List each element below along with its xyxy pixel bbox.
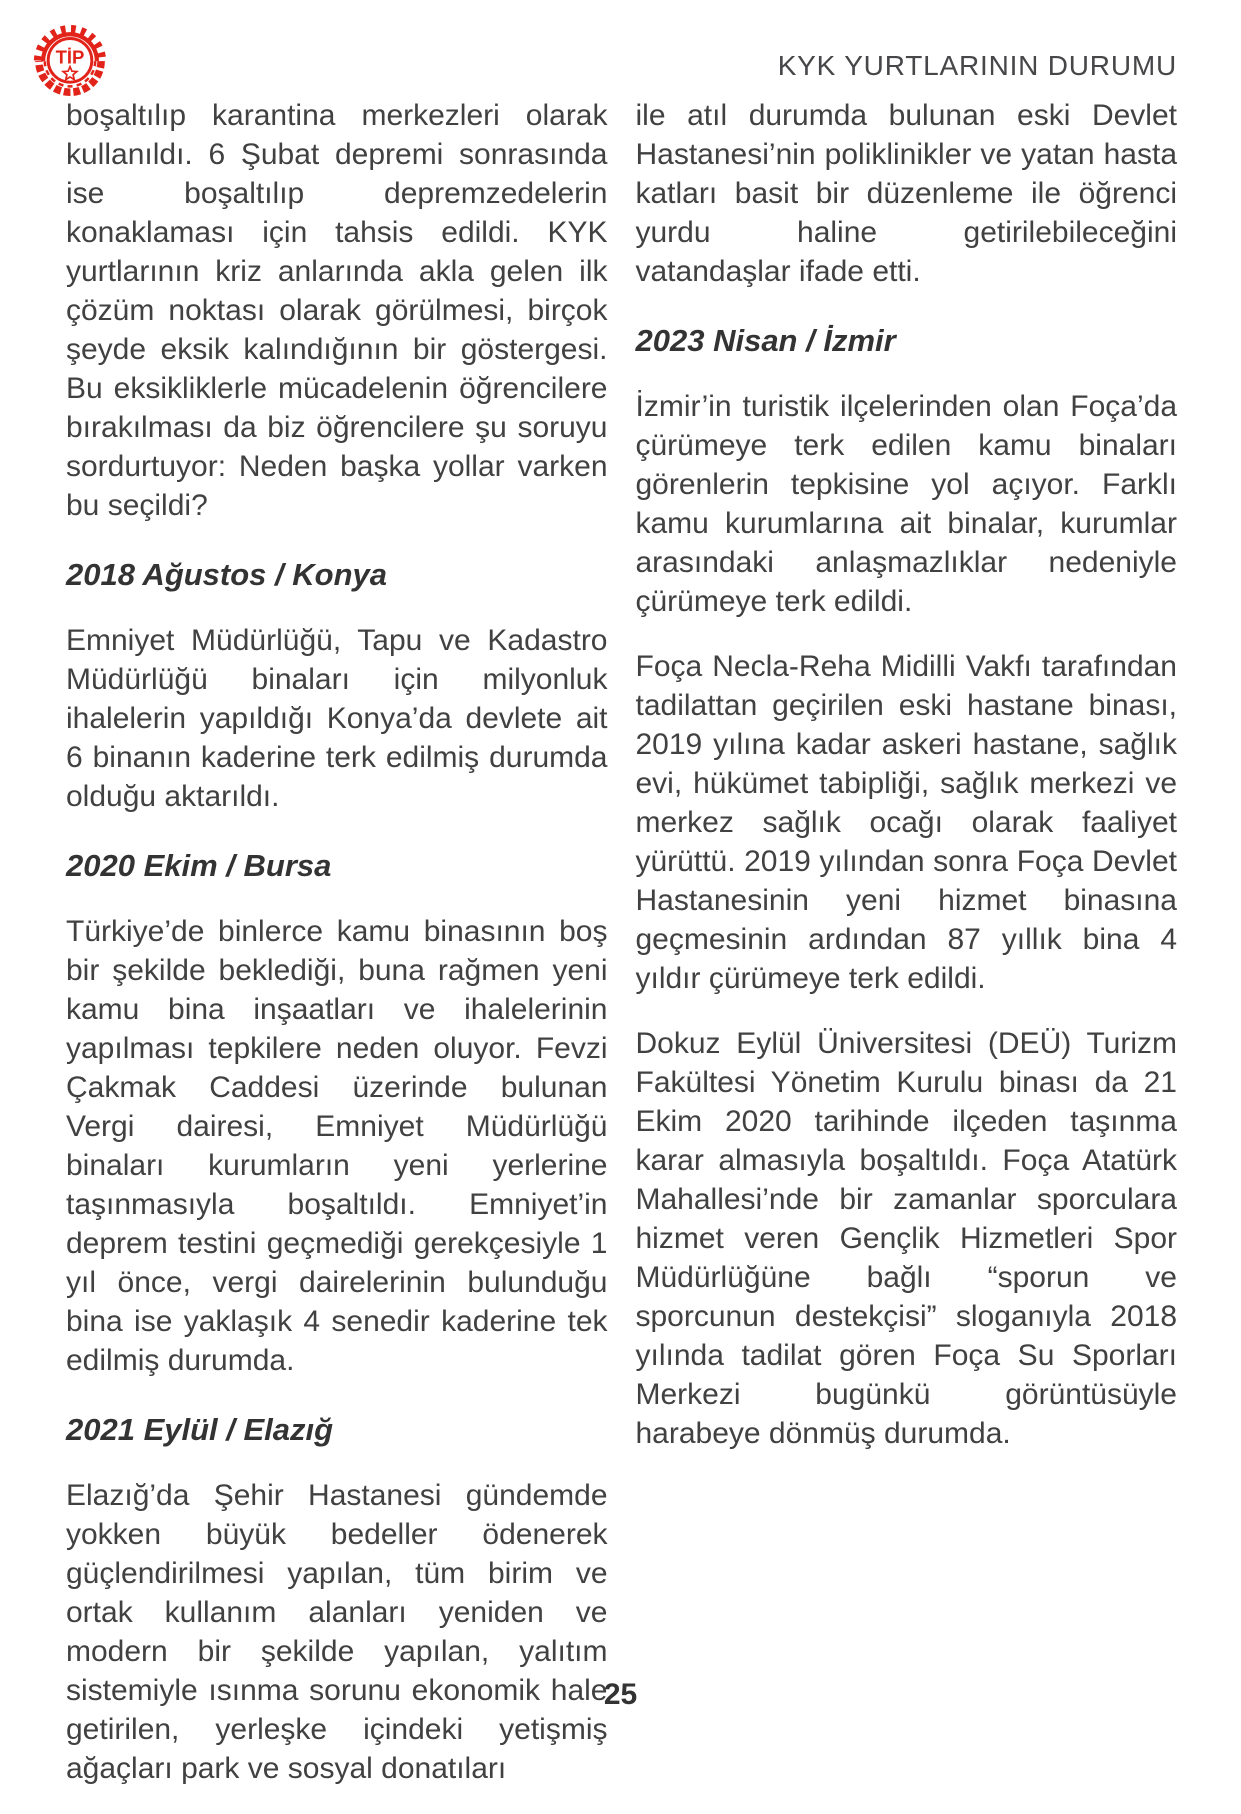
section-heading-konya: 2018 Ağustos / Konya xyxy=(66,557,388,592)
logo-text: TİP xyxy=(55,46,85,68)
paragraph: boşaltılıp karantina merkezleri olarak kullanıldı. 6 Şubat depremi sonrasında ise boşaltılıp depremzedelerin konaklaması için tahsis edildi. KYK yurtlarının kriz anlarında akla gelen ilk çözüm noktası olarak görülmesi, birçok şeyde eksik kalındığının bir göstergesi. Bu eksikliklerle mücadelenin öğrencilere bırakılması da biz öğrencilere şu soruyu sordurtuyor: Neden başka yollar varken bu seçildi? xyxy=(66,99,608,522)
paragraph: Foça Necla-Reha Midilli Vakfı tarafından tadilattan geçirilen eski hastane binası, 2019 yılına kadar askeri hastane, sağlık evi, hükümet tabipliği, sağlık merkezi ve merkez sağlık ocağı olarak faaliyet yürüttü. 2019 yılından sonra Foça Devlet Hastanesinin yeni hizmet binasına geçmesinin ardından 87 yıllık bina 4 yıldır çürümeye terk edildi. xyxy=(635,650,1177,995)
paragraph: Türkiye’de binlerce kamu binasının boş bir şekilde beklediği, buna rağmen yeni kamu bina inşaatları ve ihalelerinin yapılması tepkilere neden oluyor. Fevzi Çakmak Caddesi üzerinde bulunan Vergi dairesi, Emniyet Müdürlüğü binaları kurumların yeni yerlerine taşınmasıyla boşaltıldı. Emniyet’in deprem testini geçmediği gerekçesiyle 1 yıl önce, vergi dairelerinin bulunduğu bina ise yaklaşık 4 senedir kaderine tek edilmiş durumda. xyxy=(66,915,608,1377)
page-number: 25 xyxy=(603,1678,638,1711)
paragraph: Elazığ’da Şehir Hastanesi gündemde yokken büyük bedeller ödenerek güçlendirilmesi yapılan, tüm birim ve ortak kullanım alanları yeniden ve modern bir şekilde yapılan, yalıtım sistemiyle ısınma sorunu ekonomik hale getirilen, yerleşke içindeki yetişmiş ağaçları park ve sosyal donatıları xyxy=(66,1479,608,1785)
page-content xyxy=(66,96,1177,1814)
left-column xyxy=(66,96,608,1814)
page-header-title: KYK YURTLARININ DURUMU xyxy=(777,50,1177,81)
section-heading-bursa: 2020 Ekim / Bursa xyxy=(66,848,332,883)
paragraph: Dokuz Eylül Üniversitesi (DEÜ) Turizm Fakültesi Yönetim Kurulu binası da 21 Ekim 2020 tarihinde ilçeden taşınma karar almasıyla boşaltıldı. Foça Atatürk Mahallesi’nde bir zamanlar sporculara hizmet veren Gençlik Hizmetleri Spor Müdürlüğüne bağlı “sporun ve sporcunun destekçisi” sloganıyla 2018 yılında tadilat gören Foça Su Sporları Merkezi bugünkü görüntüsüyle harabeye dönmüş durumda. xyxy=(635,1027,1177,1450)
paragraph: İzmir’in turistik ilçelerinden olan Foça’da çürümeye terk edilen kamu binaları görenlerin tepkisine yol açıyor. Farklı kamu kurumlarına ait binalar, kurumlar arasındaki anlaşmazlıklar nedeniyle çürümeye terk edildi. xyxy=(635,390,1177,618)
section-heading-izmir: 2023 Nisan / İzmir xyxy=(635,323,896,358)
paragraph: ile atıl durumda bulunan eski Devlet Hastanesi’nin poliklinikler ve yatan hasta katları basit bir düzenleme ile öğrenci yurdu haline getirilebileceğini vatandaşlar ifade etti. xyxy=(635,99,1177,288)
paragraph: Emniyet Müdürlüğü, Tapu ve Kadastro Müdürlüğü binaları için milyonluk ihalelerin yapıldığı Konya’da devlete ait 6 binanın kaderine terk edilmiş durumda olduğu aktarıldı. xyxy=(66,624,608,813)
right-column xyxy=(636,96,1178,1814)
section-heading-elazig: 2021 Eylül / Elazığ xyxy=(66,1412,334,1447)
tip-party-logo-icon xyxy=(28,20,112,104)
